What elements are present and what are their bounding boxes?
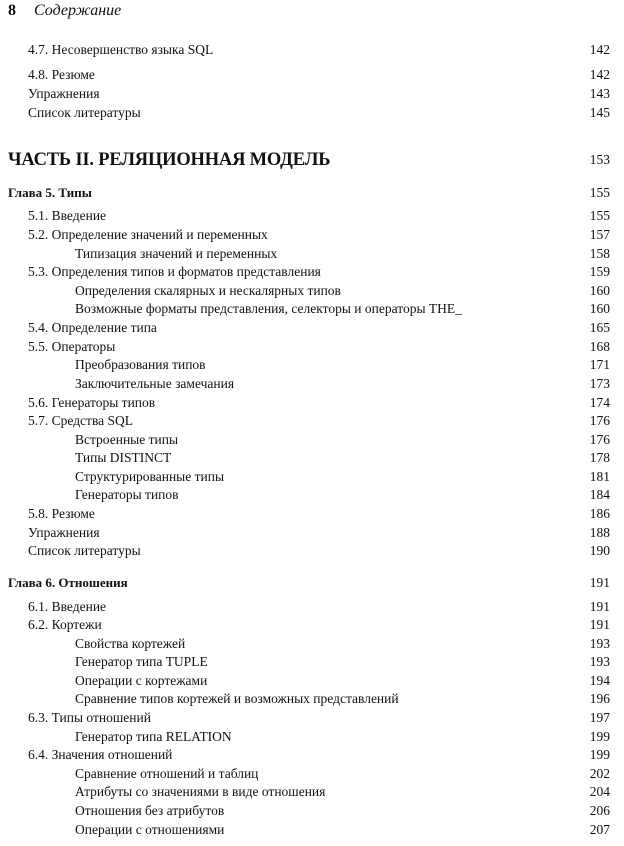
- toc-entry: [0, 281, 624, 300]
- toc-entry-page: 143: [589, 86, 610, 101]
- toc-entry: [0, 84, 624, 103]
- toc-entry-page: 188: [589, 525, 610, 540]
- toc-entry-page: 184: [589, 487, 610, 502]
- toc-entry-title: 4.7. Несовершенство языка SQL: [28, 42, 214, 57]
- toc-entry-page: 206: [589, 803, 610, 818]
- toc-entry-title: 5.2. Определение значений и переменных: [28, 227, 268, 242]
- toc-entry-title: 5.1. Введение: [28, 208, 107, 223]
- toc-entry-page: 159: [589, 264, 610, 279]
- page-number: 8: [8, 2, 16, 19]
- toc-entry-page: 142: [589, 42, 610, 57]
- toc-entry: [0, 782, 624, 801]
- toc-entry-title: Список литературы: [28, 105, 141, 120]
- toc-entry-page: 191: [589, 599, 610, 614]
- toc-entry-page: 142: [589, 67, 610, 82]
- toc-entry-title: Операции с отношениями: [75, 822, 225, 837]
- toc-entry-page: 168: [589, 339, 610, 354]
- toc-entry-page: 155: [589, 185, 610, 200]
- toc-entry: [0, 448, 624, 467]
- toc-entry: [0, 671, 624, 690]
- toc-entry-title: 5.3. Определения типов и форматов представления: [28, 264, 321, 279]
- toc-entry: [0, 523, 624, 542]
- toc-entry-title: 5.8. Резюме: [28, 506, 95, 521]
- toc-entry-title: Типы DISTINCT: [75, 450, 172, 465]
- toc-entry: [0, 504, 624, 523]
- toc-entry-title: Список литературы: [28, 543, 141, 558]
- toc-entry: [0, 393, 624, 412]
- toc-entry-title: Упражнения: [28, 525, 100, 540]
- running-header: [8, 2, 121, 22]
- toc-entry: [0, 65, 624, 84]
- toc-entry-title: Встроенные типы: [75, 432, 179, 447]
- toc-entry: [0, 745, 624, 764]
- toc-entry: [0, 634, 624, 653]
- toc-entry-page: 181: [589, 469, 610, 484]
- toc-entry-page: 194: [589, 673, 610, 688]
- toc-entry-page: 199: [589, 729, 610, 744]
- toc-entry-title: Структурированные типы: [75, 469, 225, 484]
- toc-entry-page: 160: [589, 301, 610, 316]
- toc-entry-title: 5.5. Операторы: [28, 339, 116, 354]
- toc-entry: [0, 40, 624, 59]
- toc-entry-title: Операции с кортежами: [75, 673, 208, 688]
- toc-entry-page: 196: [589, 691, 610, 706]
- toc-entry-title: Возможные форматы представления, селекторы и операторы THE_: [75, 301, 462, 316]
- toc-entry: [0, 652, 624, 671]
- toc-entry-page: 204: [589, 784, 610, 799]
- toc-entry-title: 5.4. Определение типа: [28, 320, 157, 335]
- toc-entry-page: 186: [589, 506, 610, 521]
- toc-entry: [0, 820, 624, 839]
- toc-entry-page: 176: [589, 413, 610, 428]
- toc-entry-title: Глава 6. Отношения: [8, 575, 128, 590]
- toc-entry-page: 171: [589, 357, 610, 372]
- toc-entry-page: 178: [589, 450, 610, 465]
- chapter-heading: [0, 573, 624, 592]
- toc-entry: [0, 727, 624, 746]
- toc-entry: [0, 467, 624, 486]
- toc-entry-page: 202: [589, 766, 610, 781]
- toc-entry-page: 190: [589, 543, 610, 558]
- toc-entry: [0, 355, 624, 374]
- toc-entry-title: Сравнение отношений и таблиц: [75, 766, 259, 781]
- toc-entry: [0, 299, 624, 318]
- running-title: Содержание: [34, 2, 122, 19]
- toc-entry-page: 199: [589, 747, 610, 762]
- toc-entry-page: 191: [589, 617, 610, 632]
- toc-entry-page: 153: [589, 152, 610, 167]
- toc-entry: [0, 764, 624, 783]
- toc-entry-title: Упражнения: [28, 86, 100, 101]
- toc-entry-title: Заключительные замечания: [75, 376, 235, 391]
- toc-entry-title: 6.4. Значения отношений: [28, 747, 173, 762]
- toc-entry: [0, 689, 624, 708]
- toc-entry-title: Генератор типа TUPLE: [75, 654, 208, 669]
- toc-entry-page: 197: [589, 710, 610, 725]
- toc-entry: [0, 244, 624, 263]
- toc-entry: [0, 485, 624, 504]
- toc-entry-page: 160: [589, 283, 610, 298]
- toc-entry-title: Отношения без атрибутов: [75, 803, 225, 818]
- toc-entry-title: Типизация значений и переменных: [75, 246, 278, 261]
- toc-entry-title: Генератор типа RELATION: [75, 729, 232, 744]
- toc-entry-page: 157: [589, 227, 610, 242]
- toc-entry-page: 174: [589, 395, 610, 410]
- toc-entry-title: 5.7. Средства SQL: [28, 413, 134, 428]
- toc-entry-page: 193: [589, 636, 610, 651]
- toc-entry: [0, 374, 624, 393]
- toc-entry-page: 155: [589, 208, 610, 223]
- toc-entry-title: 6.2. Кортежи: [28, 617, 102, 632]
- toc-entry-title: 4.8. Резюме: [28, 67, 95, 82]
- toc-entry-page: 173: [589, 376, 610, 391]
- toc-entry-page: 145: [589, 105, 610, 120]
- toc-entry: [0, 262, 624, 281]
- toc-entry-title: Определения скалярных и нескалярных типов: [75, 283, 341, 298]
- toc-entry-title: 5.6. Генераторы типов: [28, 395, 156, 410]
- toc-entry-title: Преобразования типов: [75, 357, 206, 372]
- toc-entry-title: 6.1. Введение: [28, 599, 107, 614]
- toc-entry-page: 191: [589, 575, 610, 590]
- toc-entry-title: Глава 5. Типы: [8, 185, 92, 200]
- part-heading: [0, 148, 624, 172]
- toc-entry-page: 158: [589, 246, 610, 261]
- toc-entry: [0, 225, 624, 244]
- toc-entry: [0, 318, 624, 337]
- toc-entry-page: 176: [589, 432, 610, 447]
- toc-entry: [0, 206, 624, 225]
- chapter-heading: [0, 183, 624, 202]
- toc-entry: [0, 708, 624, 727]
- toc-entry: [0, 103, 624, 122]
- toc-entry: [0, 337, 624, 356]
- toc-entry-title: 6.3. Типы отношений: [28, 710, 151, 725]
- toc-entry: [0, 430, 624, 449]
- toc-entry: [0, 801, 624, 820]
- toc-entry-page: 165: [589, 320, 610, 335]
- toc-entry-title: Атрибуты со значениями в виде отношения: [75, 784, 326, 799]
- toc-entry-title: ЧАСТЬ II. РЕЛЯЦИОННАЯ МОДЕЛЬ: [8, 150, 331, 170]
- toc-entry-title: Генераторы типов: [75, 487, 179, 502]
- toc-entry: [0, 615, 624, 634]
- toc-entry-title: Свойства кортежей: [75, 636, 186, 651]
- toc-entry: [0, 597, 624, 616]
- toc-entry-page: 207: [589, 822, 610, 837]
- toc-entry-page: 193: [589, 654, 610, 669]
- toc-entry: [0, 411, 624, 430]
- toc-entry: [0, 541, 624, 560]
- toc-entry-title: Сравнение типов кортежей и возможных представлений: [75, 691, 399, 706]
